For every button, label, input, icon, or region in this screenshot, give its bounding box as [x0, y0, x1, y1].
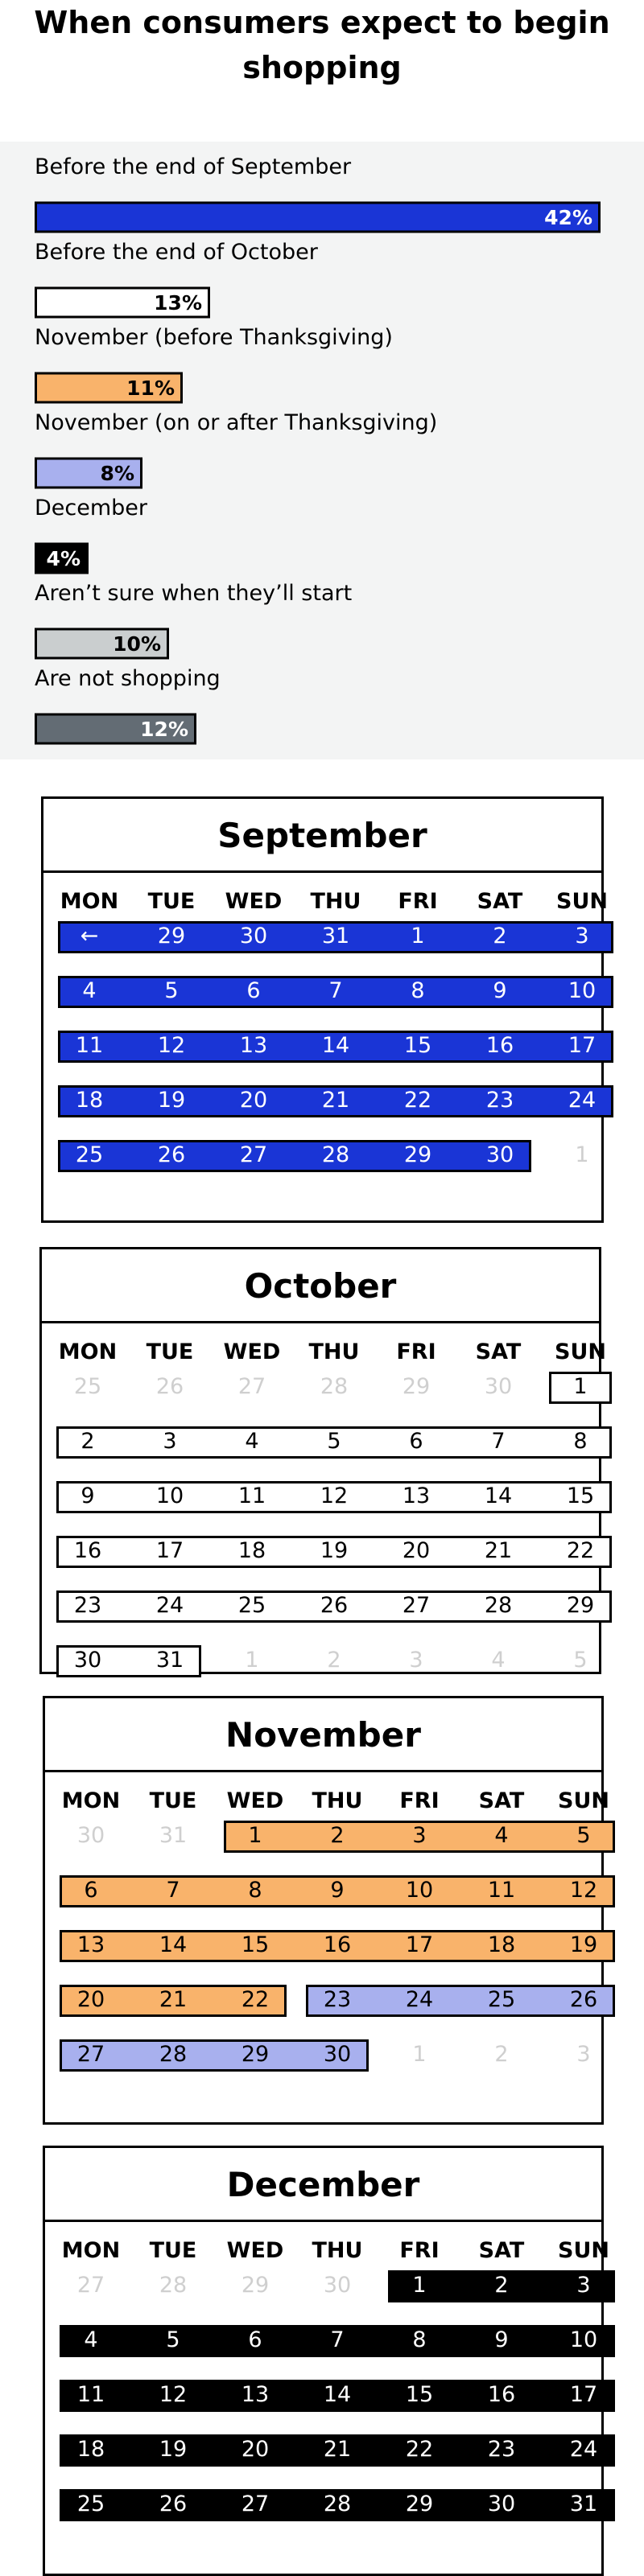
calendar-day: 25 — [73, 1374, 102, 1399]
calendar-day: 24 — [155, 1593, 184, 1618]
calendar-day: 1 — [412, 2042, 427, 2067]
calendar-day: 30 — [323, 2273, 352, 2298]
calendar-day: 25 — [487, 1987, 516, 2012]
calendar-day: 8 — [573, 1429, 588, 1454]
calendar-month-title: November — [45, 1698, 601, 1772]
calendar-day: 24 — [405, 1987, 434, 2012]
calendar-day: 29 — [403, 1142, 432, 1167]
calendar-day: 8 — [411, 978, 425, 1003]
calendar-day: 28 — [320, 1374, 349, 1399]
calendar-day: 1 — [248, 1823, 262, 1848]
calendar-day: 7 — [491, 1429, 506, 1454]
calendar-day: 2 — [327, 1648, 341, 1673]
weekday-label: WED — [223, 1339, 281, 1364]
calendar-day: 31 — [159, 1823, 188, 1848]
calendar-day: 3 — [575, 924, 589, 949]
calendar-day: 8 — [248, 1878, 262, 1903]
bar-category-label: Aren’t sure when they’ll start — [35, 581, 353, 606]
calendar-day: 1 — [245, 1648, 259, 1673]
calendar-day: 4 — [491, 1648, 506, 1673]
bar-value-label: 12% — [140, 718, 188, 741]
calendar-day: 3 — [163, 1429, 177, 1454]
calendar-day: 25 — [76, 2492, 105, 2516]
weekday-label: SUN — [558, 1788, 609, 1813]
calendar-day: 10 — [405, 1878, 434, 1903]
calendar-day: 7 — [166, 1878, 180, 1903]
calendar-day: 30 — [484, 1374, 513, 1399]
calendar-day: 13 — [241, 2382, 270, 2407]
calendar-day: 11 — [237, 1483, 266, 1508]
calendar-day: 10 — [155, 1483, 184, 1508]
calendar-day: 1 — [575, 1142, 589, 1167]
weekday-label: THU — [312, 2238, 363, 2263]
weekday-label: SUN — [555, 1339, 606, 1364]
weekday-label: TUE — [149, 1788, 197, 1813]
calendar-day: 10 — [569, 2327, 598, 2352]
weekday-label: SAT — [477, 889, 523, 914]
calendar-day: 27 — [76, 2273, 105, 2298]
calendar-day: 25 — [237, 1593, 266, 1618]
calendar-day: 5 — [573, 1648, 588, 1673]
calendar-day: 1 — [573, 1374, 588, 1399]
weekday-label: SAT — [475, 1339, 522, 1364]
calendar-day: 5 — [576, 1823, 591, 1848]
calendar-month-title: October — [42, 1249, 599, 1323]
calendar-day: 14 — [323, 2382, 352, 2407]
calendar-day: 12 — [159, 2382, 188, 2407]
calendar-day: 7 — [328, 978, 343, 1003]
calendar-month-title: September — [43, 799, 601, 873]
calendar-day: 13 — [402, 1483, 431, 1508]
weekday-label: TUE — [149, 2238, 197, 2263]
weekday-label: WED — [226, 1788, 284, 1813]
calendar-day: 17 — [568, 1033, 597, 1058]
weekday-label: MON — [60, 889, 119, 914]
calendar-day: 6 — [409, 1429, 423, 1454]
calendar-day: 29 — [241, 2273, 270, 2298]
calendar-day: 3 — [412, 1823, 427, 1848]
calendar-day: 4 — [84, 2327, 98, 2352]
weekday-label: FRI — [396, 1339, 436, 1364]
calendar-day: 6 — [246, 978, 261, 1003]
calendar-day: 22 — [405, 2437, 434, 2462]
calendar-day: 28 — [159, 2042, 188, 2067]
weekday-label: MON — [61, 1788, 121, 1813]
calendar-day: 9 — [494, 2327, 509, 2352]
calendar-day: 5 — [166, 2327, 180, 2352]
calendar-day: 18 — [75, 1088, 104, 1113]
calendar-day: 1 — [411, 924, 425, 949]
calendar-day: 19 — [320, 1538, 349, 1563]
calendar-september — [41, 796, 608, 1223]
calendar-day: 15 — [566, 1483, 595, 1508]
weekday-label: MON — [58, 1339, 118, 1364]
weekday-label: FRI — [399, 2238, 440, 2263]
calendar-day: 13 — [76, 1932, 105, 1957]
calendar-day: 12 — [569, 1878, 598, 1903]
calendar-day: 26 — [157, 1142, 186, 1167]
calendar-day: 3 — [409, 1648, 423, 1673]
calendar-day: 28 — [159, 2273, 188, 2298]
weekday-label: TUE — [146, 1339, 194, 1364]
calendar-day: 7 — [330, 2327, 345, 2352]
calendar-day: 3 — [576, 2273, 591, 2298]
calendar-day: 4 — [245, 1429, 259, 1454]
weekday-label: SUN — [558, 2238, 609, 2263]
weekday-label: WED — [225, 889, 283, 914]
calendar-day: 22 — [403, 1088, 432, 1113]
bar-category-label: December — [35, 496, 148, 521]
calendar-day: 30 — [487, 2492, 516, 2516]
calendar-day: 14 — [484, 1483, 513, 1508]
page-title: When consumers expect to begin shopping — [34, 5, 610, 85]
calendar-day: 30 — [323, 2042, 352, 2067]
calendar-day: 2 — [493, 924, 507, 949]
calendar-day: 25 — [75, 1142, 104, 1167]
calendar-day: 23 — [323, 1987, 352, 2012]
bar-category-label: November (before Thanksgiving) — [35, 325, 393, 350]
calendar-day: 19 — [569, 1932, 598, 1957]
calendar-day: 18 — [487, 1932, 516, 1957]
bar-category-label: Are not shopping — [35, 666, 221, 691]
calendar-day: 15 — [405, 2382, 434, 2407]
calendar-day: 11 — [487, 1878, 516, 1903]
calendar-day: 17 — [155, 1538, 184, 1563]
bar-category-label: Before the end of October — [35, 240, 318, 265]
calendar-day: 31 — [155, 1648, 184, 1673]
calendar-day: 9 — [80, 1483, 95, 1508]
weekday-label: THU — [312, 1788, 363, 1813]
calendar-day: 16 — [487, 2382, 516, 2407]
calendar-day: 21 — [321, 1088, 350, 1113]
calendar-day: 19 — [159, 2437, 188, 2462]
calendar-day: 21 — [484, 1538, 513, 1563]
calendar-day: 8 — [412, 2327, 427, 2352]
calendar-day: 4 — [82, 978, 97, 1003]
bar-value-label: 42% — [544, 206, 592, 229]
calendar-day: 11 — [76, 2382, 105, 2407]
calendar-day: 31 — [321, 924, 350, 949]
calendar-day: 11 — [75, 1033, 104, 1058]
calendar-day: 30 — [239, 924, 268, 949]
calendar-day: 23 — [485, 1088, 514, 1113]
calendar-day: 21 — [159, 1987, 188, 2012]
calendar-day: 26 — [159, 2492, 188, 2516]
calendar-december — [43, 2146, 609, 2576]
calendar-day: 16 — [485, 1033, 514, 1058]
calendar-day: 23 — [73, 1593, 102, 1618]
calendar-day: 26 — [320, 1593, 349, 1618]
weekday-label: SAT — [478, 1788, 525, 1813]
calendar-day: 29 — [566, 1593, 595, 1618]
calendar-day: 23 — [487, 2437, 516, 2462]
calendar-day: 19 — [157, 1088, 186, 1113]
calendar-day: 17 — [569, 2382, 598, 2407]
calendar-day: 20 — [239, 1088, 268, 1113]
calendar-day: 24 — [569, 2437, 598, 2462]
calendar-day: 27 — [76, 2042, 105, 2067]
bar — [36, 203, 600, 232]
weekday-label: SAT — [478, 2238, 525, 2263]
calendar-day: 18 — [76, 2437, 105, 2462]
weekday-label: THU — [308, 1339, 360, 1364]
calendar-day: 20 — [402, 1538, 431, 1563]
calendar-month-title: December — [45, 2148, 601, 2222]
calendar-day: 18 — [237, 1538, 266, 1563]
calendar-day: 24 — [568, 1088, 597, 1113]
calendar-day: 5 — [164, 978, 179, 1003]
calendar-day: 14 — [159, 1932, 188, 1957]
calendar-day: 27 — [402, 1593, 431, 1618]
calendar-day: 28 — [321, 1142, 350, 1167]
weekday-label: FRI — [398, 889, 438, 914]
calendar-day: 4 — [494, 1823, 509, 1848]
calendar-day: 20 — [241, 2437, 270, 2462]
calendar-day: 29 — [157, 924, 186, 949]
calendar-day: 12 — [157, 1033, 186, 1058]
calendar-day: 12 — [320, 1483, 349, 1508]
bar-value-label: 10% — [113, 632, 161, 656]
calendar-day: 15 — [403, 1033, 432, 1058]
calendar-day: 31 — [569, 2492, 598, 2516]
calendar-november — [43, 1696, 609, 2125]
bar-value-label: 13% — [154, 291, 202, 315]
calendar-day: 22 — [566, 1538, 595, 1563]
bar-category-label: November (on or after Thanksgiving) — [35, 410, 438, 435]
calendar-day: 27 — [241, 2492, 270, 2516]
bar-value-label: 4% — [46, 547, 80, 570]
calendar-day: 6 — [248, 2327, 262, 2352]
calendar-day: 30 — [76, 1823, 105, 1848]
calendar-day: 5 — [327, 1429, 341, 1454]
calendar-day: 2 — [494, 2273, 509, 2298]
calendar-day: 16 — [323, 1932, 352, 1957]
weekday-label: TUE — [147, 889, 196, 914]
weekday-label: MON — [61, 2238, 121, 2263]
calendar-day: 2 — [330, 1823, 345, 1848]
calendar-day: 6 — [84, 1878, 98, 1903]
bar-chart — [0, 142, 644, 759]
calendar-day: 22 — [241, 1987, 270, 2012]
calendar-day: 30 — [485, 1142, 514, 1167]
calendar-day: 28 — [323, 2492, 352, 2516]
bar-value-label: 11% — [126, 377, 175, 400]
calendar-day: 28 — [484, 1593, 513, 1618]
weekday-label: SUN — [556, 889, 608, 914]
calendar-day: 30 — [73, 1648, 102, 1673]
calendar-day: 27 — [237, 1374, 266, 1399]
calendar-day: 29 — [402, 1374, 431, 1399]
bar-value-label: 8% — [100, 462, 134, 485]
calendar-day: 26 — [569, 1987, 598, 2012]
calendar-day: 2 — [80, 1429, 95, 1454]
weekday-label: WED — [226, 2238, 284, 2263]
calendar-day: 16 — [73, 1538, 102, 1563]
calendar-october — [39, 1247, 606, 1674]
calendar-day: 29 — [405, 2492, 434, 2516]
calendar-day: 26 — [155, 1374, 184, 1399]
calendar-day: 9 — [330, 1878, 345, 1903]
calendar-day: 15 — [241, 1932, 270, 1957]
calendar-day: 3 — [576, 2042, 591, 2067]
arrow-left-icon: ← — [80, 924, 99, 949]
calendar-day: 29 — [241, 2042, 270, 2067]
calendar-day: 10 — [568, 978, 597, 1003]
calendar-day: 14 — [321, 1033, 350, 1058]
calendar-day: 13 — [239, 1033, 268, 1058]
weekday-label: THU — [310, 889, 361, 914]
calendar-day: 17 — [405, 1932, 434, 1957]
calendar-day: 9 — [493, 978, 507, 1003]
bar-category-label: Before the end of September — [35, 154, 352, 179]
calendar-day: 27 — [239, 1142, 268, 1167]
weekday-label: FRI — [399, 1788, 440, 1813]
calendar-day: 21 — [323, 2437, 352, 2462]
calendar-day: 1 — [412, 2273, 427, 2298]
calendar-day: 2 — [494, 2042, 509, 2067]
calendar-day: 20 — [76, 1987, 105, 2012]
